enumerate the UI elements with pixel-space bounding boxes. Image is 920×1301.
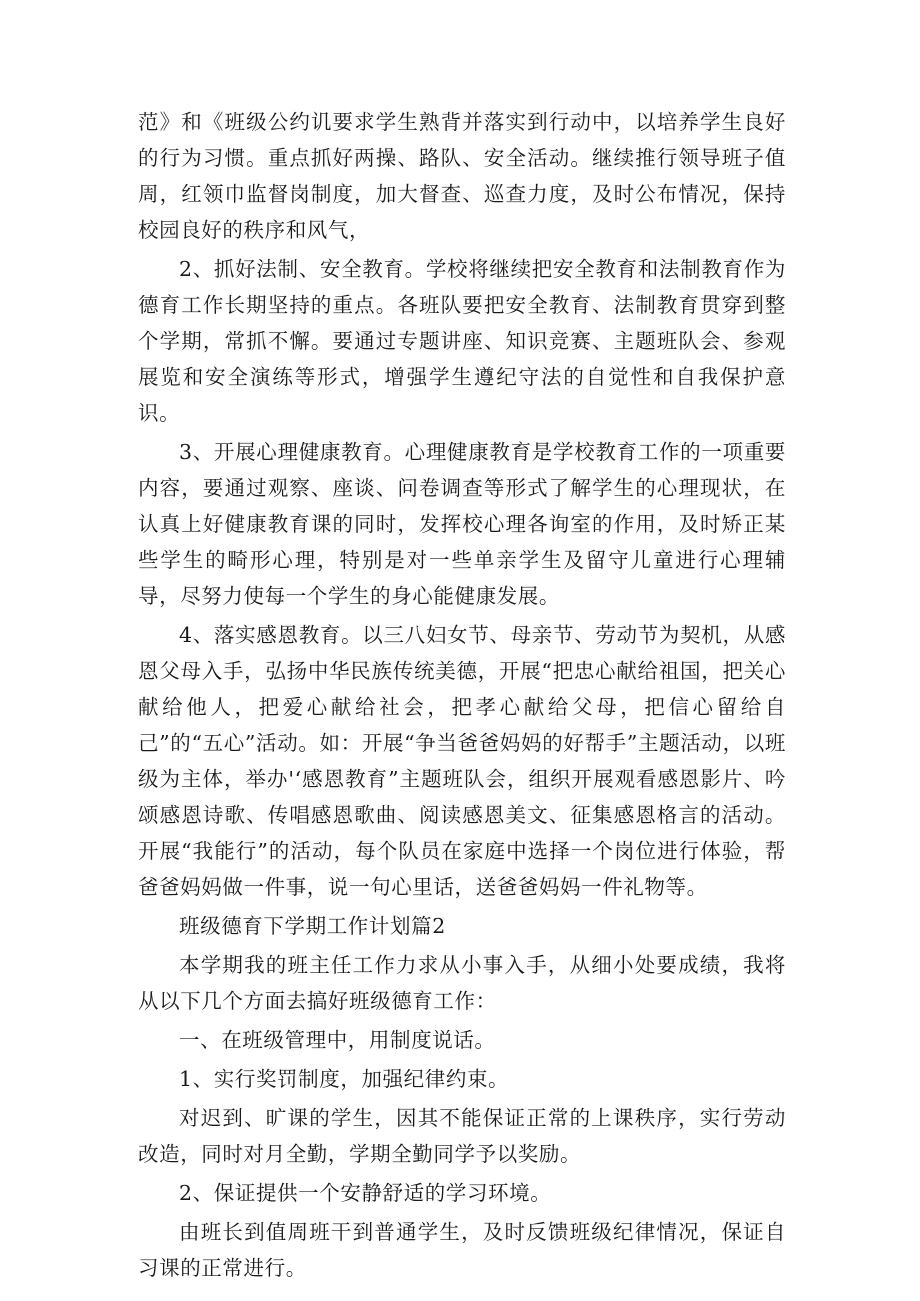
paragraph-gratitude-education: 4、落实感恩教育。以三八妇女节、母亲节、劳动节为契机，从感恩父母入手，弘扬中华民族传统美德，开展“把忠心献给祖国，把关心献给他人，把爱心献给社会，把孝心献给父母，把信心留给自己”的“五心”活动。如：开展“争当爸爸妈妈的好帮手”主题活动，以班级为主体，举办'‘感恩教育”主题班队会，组织开展观看感恩影片、吟颂感恩诗歌、传唱感恩歌曲、阅读感恩美文、征集感恩格言的活动。开展“我能行”的活动，每个队员在家庭中选择一个岗位进行体验，帮爸爸妈妈做一件事，说一句心里话，送爸爸妈妈一件礼物等。	[138, 623, 786, 899]
paragraph-mental-health-education: 3、开展心理健康教育。心理健康教育是学校教育工作的一项重要内容，要通过观察、座谈、问卷调查等形式了解学生的心理现状，在认真上好健康教育课的同时，发挥校心理各询室的作用，及时矫正某些学生的畸形心理，特别是对一些单亲学生及留守儿童进行心理辅导，尽努力使每一个学生的身心能健康发展。	[138, 440, 786, 608]
heading-learning-environment: 2、保证提供一个安静舒适的学习环境。	[179, 1181, 552, 1205]
paragraph-intro-plan-2: 本学期我的班主任工作力求从小事入手，从细小处要成绩，我将从以下几个方面去搞好班级德育工作：	[138, 953, 786, 1013]
paragraph-attendance-rules: 对迟到、旷课的学生，因其不能保证正常的上课秩序，实行劳动改造，同时对月全勤，学期全勤同学予以奖励。	[138, 1106, 786, 1166]
heading-class-management: 一、在班级管理中，用制度说话。	[179, 1028, 496, 1052]
section-title-plan-2: 班级德育下学期工作计划篇2	[179, 914, 446, 938]
paragraph-legal-safety-education: 2、抓好法制、安全教育。学校将继续把安全教育和法制教育作为德育工作长期坚持的重点。各班队要把安全教育、法制教育贯穿到整个学期，常抓不懈。要通过专题讲座、知识竞赛、主题班队会、参观展览和安全演练等形式，增强学生遵纪守法的自觉性和自我保护意识。	[138, 257, 786, 425]
document-body	[138, 104, 786, 1289]
heading-reward-punishment: 1、实行奖罚制度，加强纪律约束。	[179, 1067, 510, 1091]
paragraph-discipline-feedback: 由班长到值周班干到普通学生，及时反馈班级纪律情况，保证自习课的正常进行。	[138, 1220, 786, 1280]
paragraph-behavior-habits: 范》和《班级公约讥要求学生熟背并落实到行动中，以培养学生良好的行为习惯。重点抓好两操、路队、安全活动。继续推行领导班子值周，红领巾监督岗制度，加大督查、巡查力度，及时公布情况，保持校园良好的秩序和风气，	[138, 110, 786, 242]
